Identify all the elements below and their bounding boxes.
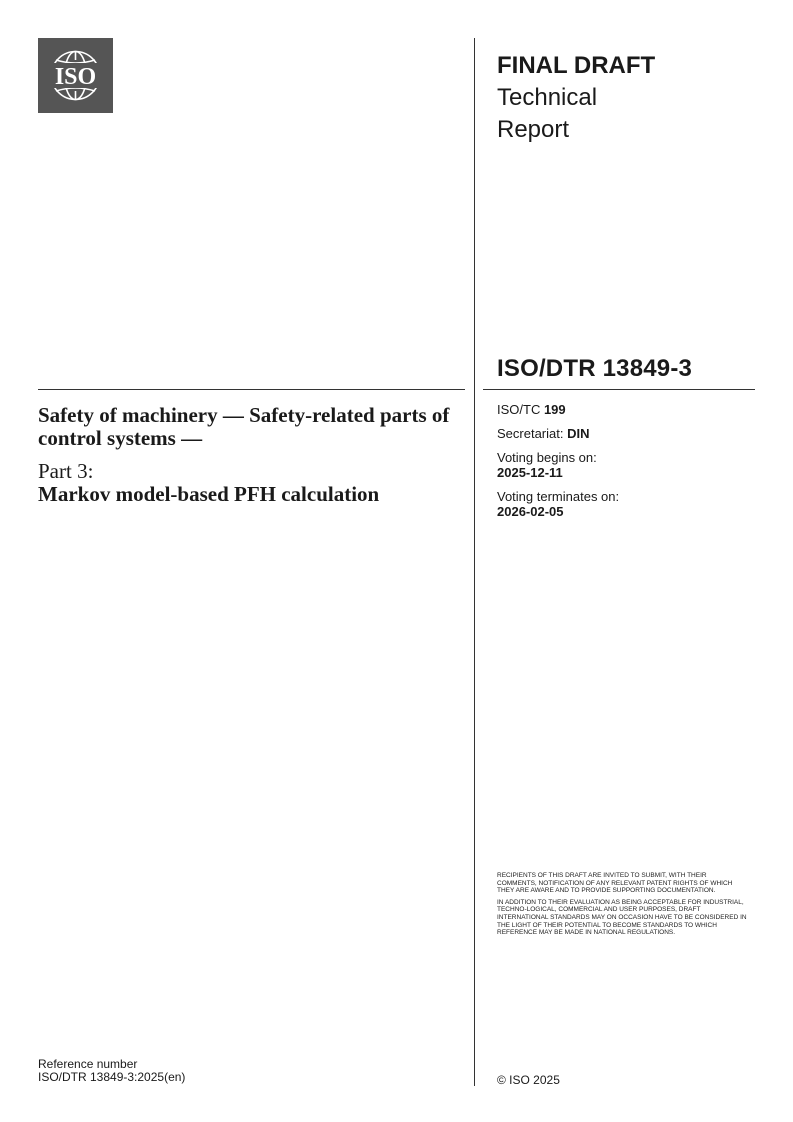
iso-logo [38,38,113,113]
reference-value: ISO/DTR 13849-3:2025(en) [38,1070,186,1084]
final-draft-label: FINAL DRAFT [497,52,656,79]
report-label: Report [497,116,570,143]
notice-paragraph-evaluation: IN ADDITION TO THEIR EVALUATION AS BEING ACCEPTABLE FOR INDUSTRIAL, TECHNO-LOGICAL, COMMERCIAL AND USER PURPOSES, DRAFT INTERNATIONAL STANDARDS MAY ON OCCASION HAVE TO BE CONSIDERED IN THE LIGHT OF THEIR POTENTIAL TO BECOME STANDARDS TO WHICH REFERENCE MAY BE MADE IN NATIONAL REGULATIONS. [497,898,747,937]
technical-label: Technical [497,84,598,111]
technical-committee: ISO/TC 199 [497,402,566,417]
logo-text: ISO [54,64,97,90]
horizontal-divider-right [483,389,755,390]
document-type [497,50,655,146]
secretariat-value: DIN [567,426,590,441]
globe-icon [38,38,113,113]
reference-number [38,1058,185,1084]
voting-terminates: Voting terminates on: 2026-02-05 [497,489,620,519]
part-title: Markov model-based PFH calculation [38,482,380,506]
copyright: © ISO 2025 [497,1073,560,1087]
voting-terminates-date: 2026-02-05 [497,504,564,519]
horizontal-divider-left [38,389,465,390]
voting-begins: Voting begins on: 2025-12-11 [497,450,597,480]
part-label: Part 3: [38,459,94,483]
document-metadata [497,402,619,528]
notice-paragraph-patents: RECIPIENTS OF THIS DRAFT ARE INVITED TO SUBMIT, WITH THEIR COMMENTS, NOTIFICATION OF ANY RELEVANT PATENT RIGHTS OF WHICH THEY ARE AWARE AND TO PROVIDE SUPPORTING DOCUMENTATION. [497,872,733,895]
title-block [38,404,458,506]
tc-number: 199 [543,402,566,417]
voting-begins-date: 2025-12-11 [497,465,563,480]
main-title: Safety of machinery — Safety-related parts of control systems — [38,403,450,450]
document-number: ISO/DTR 13849-3 [497,355,693,382]
vertical-divider [474,38,475,1086]
reference-label: Reference number [38,1057,138,1071]
draft-notice [497,872,747,941]
secretariat: Secretariat: DIN [497,426,590,441]
